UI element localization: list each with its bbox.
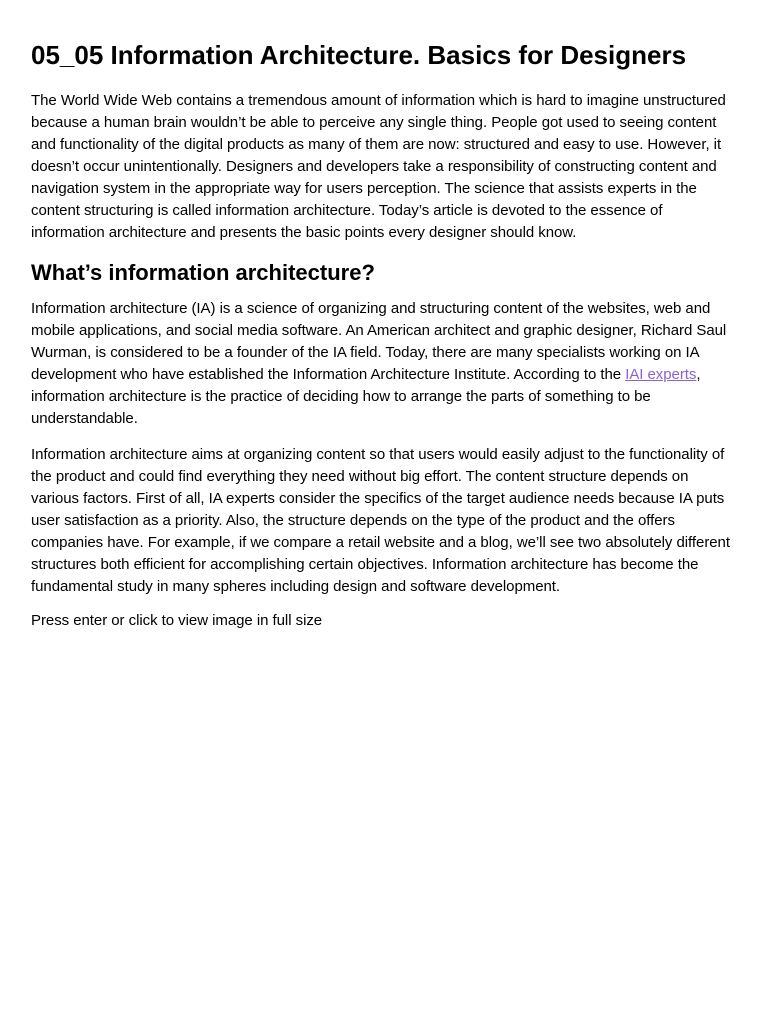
- ia-definition-text-start: Information architecture (IA) is a science of organizing and structuring content of the websites, web and mobile applications, and social media software. An American architect and graphic designer, Richard Saul Wurman, is considered to be a founder of the IA field. Today, there are many specialists working on IA development who have established the Information Architecture Institute. According to the: [31, 300, 727, 383]
- article-title: 05_05 Information Architecture. Basics for Designers: [31, 40, 687, 70]
- ia-aims-paragraph: Information architecture aims at organizing content so that users would easily adjust to the functionality of the product and could find everything they need without big effort. The content structure depends on various factors. First of all, IA experts consider the specifics of the target audience needs because IA puts user satisfaction as a priority. Also, the structure depends on the type of the product and the offers companies have. For example, if we compare a retail website and a blog, we’ll see two absolutely different structures both efficient for accomplishing certain objectives. Information architecture has become the fundamental study in many spheres including design and software development.: [31, 446, 730, 595]
- ia-definition-paragraph: [31, 298, 737, 430]
- view-image-caption[interactable]: Press enter or click to view image in full size: [31, 612, 323, 629]
- intro-paragraph: The World Wide Web contains a tremendous amount of information which is hard to imagine unstructured because a human brain wouldn’t be able to perceive any single thing. People got used to seeing content and functionality of the digital products as many of them are now: structured and easy to use. However, it doesn’t occur unintentionally. Designers and developers take a responsibility of constructing content and navigation system in the appropriate way for users perception. The science that assists experts in the content structuring is called information architecture. Today’s article is devoted to the essence of information architecture and presents the basic points every designer should know.: [31, 92, 726, 241]
- section-heading: What’s information architecture?: [31, 260, 375, 285]
- iai-experts-link[interactable]: IAI experts: [625, 366, 697, 383]
- ia-definition-text-end: , information architecture is the practice of deciding how to arrange the parts of something to be understandable.: [31, 366, 701, 427]
